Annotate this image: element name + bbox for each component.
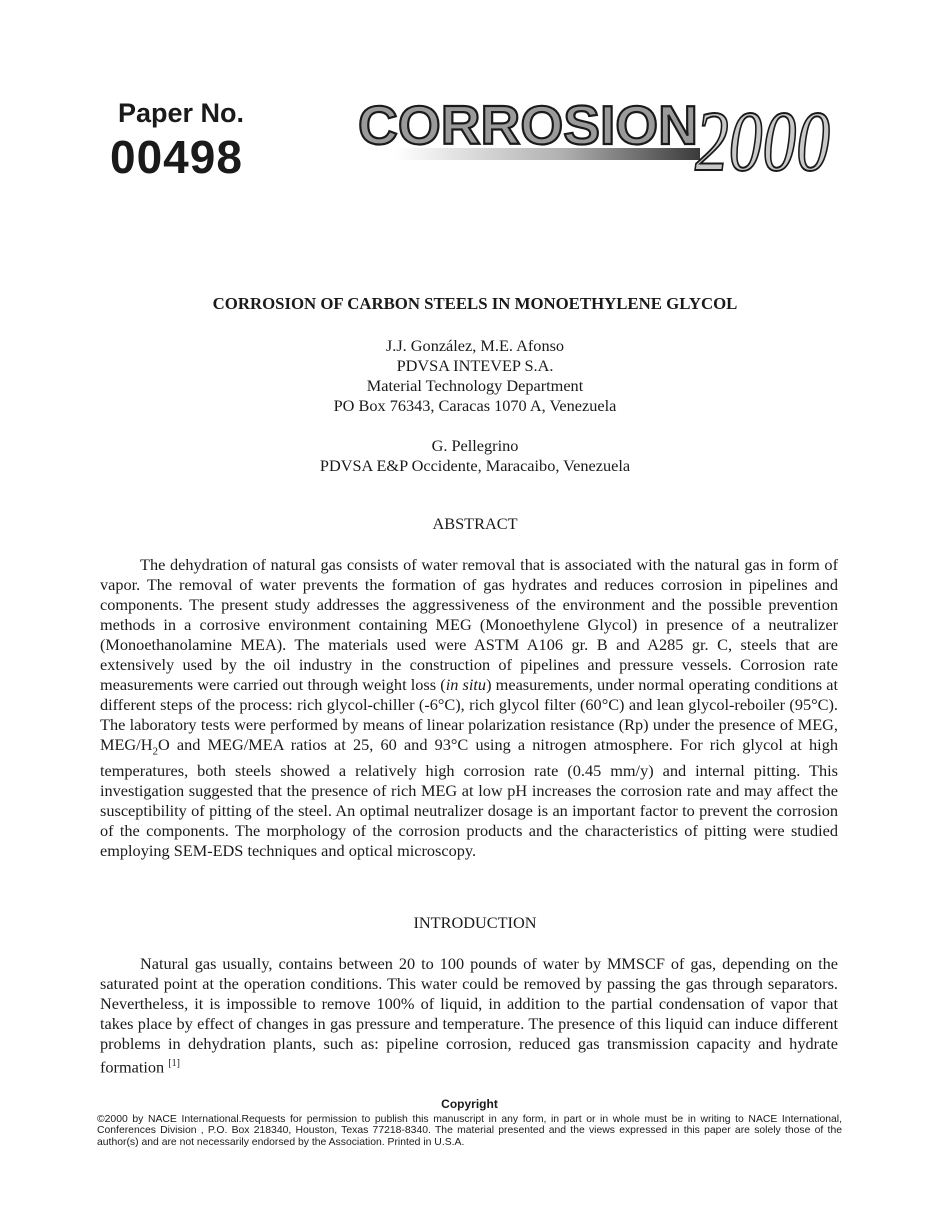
copyright-heading: Copyright	[441, 1097, 498, 1111]
paper-title: CORROSION OF CARBON STEELS IN MONOETHYLENE GLYCOL	[212, 294, 738, 313]
logo-year: 2000	[695, 93, 830, 189]
abstract-text-3: O and MEG/MEA ratios at 25, 60 and 93°C using a nitrogen atmosphere. For rich glycol at high temperatures, both steels showed a relatively high corrosion rate (0.45 mm/y) and internal pitting. This investigation suggested that the presence of rich MEG at low pH increases the corrosion rate and may affect the susceptibility of pitting of the steel. An optimal neutralizer dosage is an important factor to prevent the corrosion of the components. The morphology of the corrosion products and the characteristics of pitting were studied employing SEM-EDS techniques and optical microscopy.	[100, 735, 838, 861]
abstract-text-1: The dehydration of natural gas consists of water removal that is associated with the natural gas in form of vapor. The removal of water prevents the formation of gas hydrates and reduces corrosion in pipelines and components. The present study addresses the aggressiveness of the environment and the possible prevention methods in a corrosive environment containing MEG (Monoethylene Glycol) in presence of a neutralizer (Monoethanolamine MEA). The materials used were ASTM A106 gr. B and A285 gr. C, steels that are extensively used by the oil industry in the construction of pipelines and pressure vessels. Corrosion rate measurements were carried out through weight loss (	[100, 555, 838, 694]
logo-text: CORROSION	[358, 94, 698, 156]
abstract-italic-term: in situ	[445, 675, 487, 694]
abstract-paragraph	[100, 555, 838, 861]
abstract-heading: ABSTRACT	[432, 514, 518, 533]
copyright-notice	[97, 1099, 842, 1148]
abstract-subscript: 2	[152, 745, 158, 758]
introduction-text: Natural gas usually, contains between 20 to 100 pounds of water by MMSCF of gas, depending on the saturated point at the operation conditions. This water could be removed by passing the gas through separators. Nevertheless, it is impossible to remove 100% of liquid, in addition to the partial condensation of vapor that takes place by effect of changes in gas pressure and temperature. The presence of this liquid can induce different problems in dehydration plants, such as: pipeline corrosion, reduced gas transmission capacity and hydrate formation	[100, 954, 838, 1077]
author-org-1: PDVSA INTEVEP S.A.	[396, 356, 554, 375]
abstract-text-2: ) measurements, under normal operating conditions at different steps of the process: rich glycol-chiller (-6°C), rich glycol filter (60°C) and lean glycol-reboiler (95°C). The laboratory tests were performed by means of linear polarization resistance (Rp) under the presence of MEG, MEG/H	[100, 675, 839, 754]
author-block	[0, 336, 950, 476]
author-address-1: PO Box 76343, Caracas 1070 A, Venezuela	[333, 396, 617, 415]
author-names-1: J.J. González, M.E. Afonso	[385, 336, 565, 355]
reference-marker: [1]	[168, 1058, 180, 1069]
author-dept-1: Material Technology Department	[366, 376, 584, 395]
copyright-text: ©2000 by NACE International.Requests for permission to publish this manuscript in any form, in part or in whole must be in writing to NACE International, Conferences Division , P.O. Box 218340, Houston, Texas 77218-8340. The material presented and the views expressed in this paper are solely those of the author(s) and are not necessarily endorsed by the Association. Printed in U.S.A.	[97, 1113, 842, 1148]
introduction-heading: INTRODUCTION	[413, 913, 537, 932]
author-org-2: PDVSA E&P Occidente, Maracaibo, Venezuela	[319, 456, 631, 475]
paper-number-block	[110, 96, 244, 184]
introduction-paragraph	[100, 954, 838, 1077]
author-names-2: G. Pellegrino	[431, 436, 519, 455]
corrosion-2000-logo	[355, 93, 835, 189]
paper-number-label: Paper No.	[118, 98, 245, 128]
paper-number: 00498	[110, 131, 243, 183]
